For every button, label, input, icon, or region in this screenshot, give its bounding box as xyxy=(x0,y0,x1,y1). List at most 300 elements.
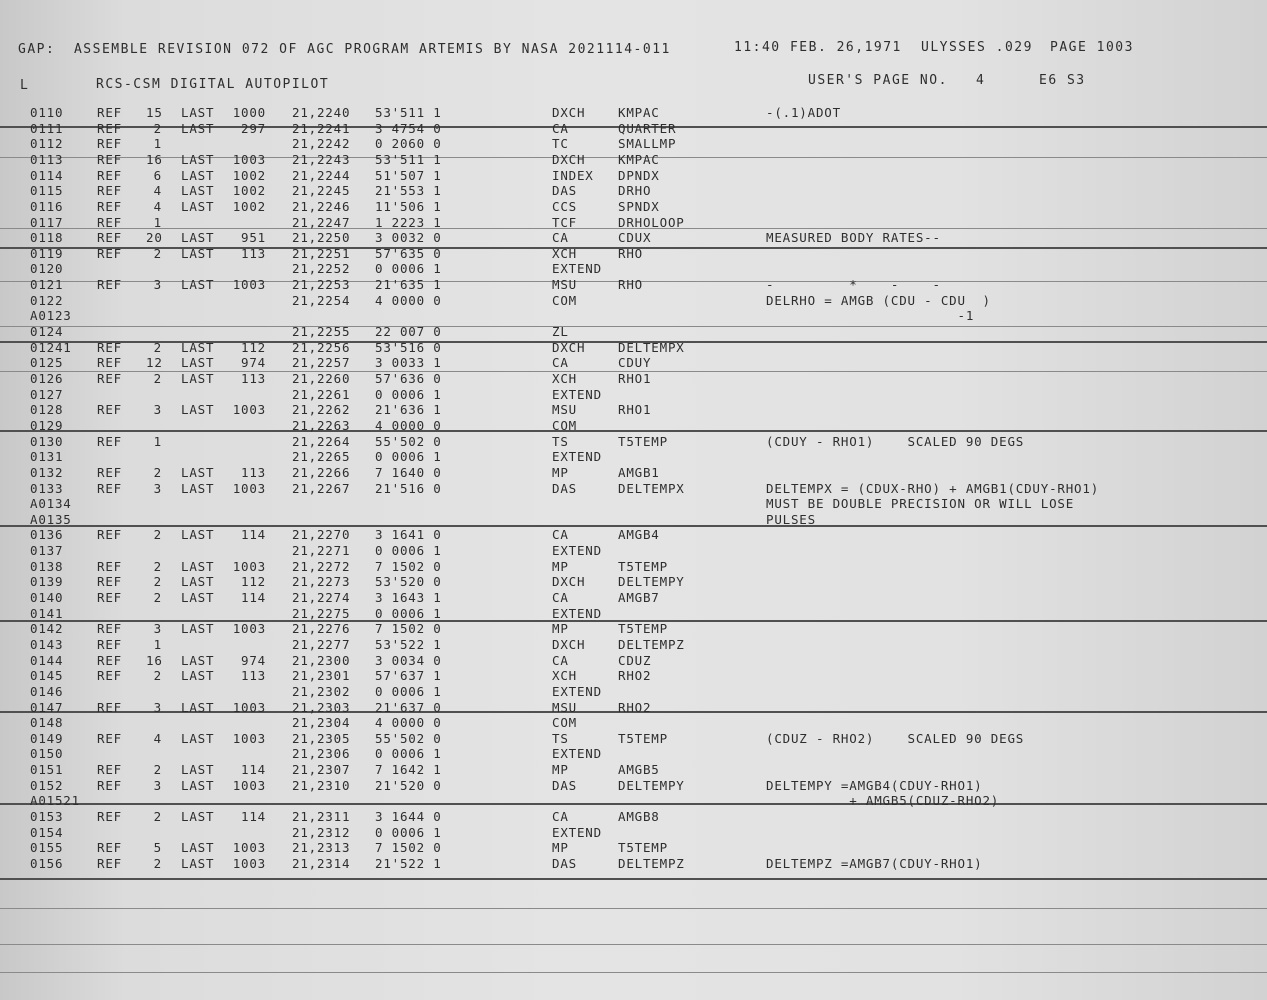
listing-row xyxy=(0,793,1267,809)
listing-row xyxy=(0,230,1267,246)
listing-row xyxy=(0,731,1267,747)
ref-count: 2 xyxy=(153,246,162,261)
ref-label: REF xyxy=(97,481,122,496)
octal-word: 0 0006 1 xyxy=(375,261,442,276)
octal-word: 53'516 0 xyxy=(375,340,442,355)
listing-row xyxy=(0,418,1267,434)
line-number: 0111 xyxy=(30,121,64,136)
octal-word: 21'522 1 xyxy=(375,856,442,871)
listing-row xyxy=(0,700,1267,716)
ref-label: REF xyxy=(97,121,122,136)
opcode: XCH xyxy=(552,246,577,261)
last-label: LAST xyxy=(181,762,215,777)
last-label: LAST xyxy=(181,559,215,574)
address: 21,2274 xyxy=(292,590,351,605)
octal-word: 0 0006 1 xyxy=(375,825,442,840)
line-number: A01521 xyxy=(30,793,80,808)
operand: AMGB1 xyxy=(618,465,660,480)
line-number: 0139 xyxy=(30,574,64,589)
listing-row xyxy=(0,121,1267,137)
opcode: DXCH xyxy=(552,152,586,167)
ref-label: REF xyxy=(97,152,122,167)
address: 21,2307 xyxy=(292,762,351,777)
last-page: 1003 xyxy=(232,559,266,574)
ref-count: 1 xyxy=(153,637,162,652)
address: 21,2256 xyxy=(292,340,351,355)
address: 21,2310 xyxy=(292,778,351,793)
octal-word: 0 0006 1 xyxy=(375,387,442,402)
operand: RHO xyxy=(618,277,643,292)
ref-count: 12 xyxy=(146,355,163,370)
operand: T5TEMP xyxy=(618,621,668,636)
line-number: 0148 xyxy=(30,715,64,730)
operand: CDUY xyxy=(618,355,652,370)
octal-word: 7 1640 0 xyxy=(375,465,442,480)
line-number: 0147 xyxy=(30,700,64,715)
ruled-line xyxy=(0,878,1267,880)
address: 21,2303 xyxy=(292,700,351,715)
operand: SMALLMP xyxy=(618,136,677,151)
last-page: 1002 xyxy=(232,183,266,198)
octal-word: 55'502 0 xyxy=(375,434,442,449)
opcode: MP xyxy=(552,762,569,777)
operand: KMPAC xyxy=(618,105,660,120)
address: 21,2312 xyxy=(292,825,351,840)
operand: RHO2 xyxy=(618,700,652,715)
listing-row xyxy=(0,668,1267,684)
listing-row xyxy=(0,105,1267,121)
line-number: 0132 xyxy=(30,465,64,480)
opcode: CA xyxy=(552,355,569,370)
line-number: 01241 xyxy=(30,340,72,355)
octal-word: 1 2223 1 xyxy=(375,215,442,230)
ref-count: 3 xyxy=(153,621,162,636)
address: 21,2271 xyxy=(292,543,351,558)
operand: T5TEMP xyxy=(618,731,668,746)
last-page: 112 xyxy=(241,340,266,355)
octal-word: 3 4754 0 xyxy=(375,121,442,136)
line-number: 0133 xyxy=(30,481,64,496)
ref-label: REF xyxy=(97,840,122,855)
opcode: MP xyxy=(552,465,569,480)
operand: DELTEMPX xyxy=(618,340,685,355)
ref-label: REF xyxy=(97,168,122,183)
operand: AMGB5 xyxy=(618,762,660,777)
left-mark: L xyxy=(20,78,30,93)
address: 21,2265 xyxy=(292,449,351,464)
operand: DRHO xyxy=(618,183,652,198)
address: 21,2260 xyxy=(292,371,351,386)
operand: DELTEMPZ xyxy=(618,637,685,652)
assembly-datetime: 11:40 FEB. 26,1971 xyxy=(734,40,902,55)
line-number: 0127 xyxy=(30,387,64,402)
address: 21,2305 xyxy=(292,731,351,746)
listing-row xyxy=(0,371,1267,387)
last-label: LAST xyxy=(181,527,215,542)
listing-row xyxy=(0,215,1267,231)
opcode: COM xyxy=(552,293,577,308)
line-number: 0122 xyxy=(30,293,64,308)
operand: T5TEMP xyxy=(618,559,668,574)
last-label: LAST xyxy=(181,121,215,136)
line-number: A0123 xyxy=(30,308,72,323)
last-label: LAST xyxy=(181,481,215,496)
operand: T5TEMP xyxy=(618,840,668,855)
ref-label: REF xyxy=(97,371,122,386)
ref-label: REF xyxy=(97,700,122,715)
last-page: 113 xyxy=(241,668,266,683)
listing-row xyxy=(0,856,1267,872)
listing-row xyxy=(0,512,1267,528)
listing-row xyxy=(0,574,1267,590)
line-number: 0121 xyxy=(30,277,64,292)
line-number: 0110 xyxy=(30,105,64,120)
address: 21,2300 xyxy=(292,653,351,668)
opcode: MSU xyxy=(552,277,577,292)
listing-row xyxy=(0,637,1267,653)
ref-count: 3 xyxy=(153,700,162,715)
opcode: XCH xyxy=(552,371,577,386)
last-label: LAST xyxy=(181,105,215,120)
line-number: 0115 xyxy=(30,183,64,198)
listing-row xyxy=(0,152,1267,168)
operand: RHO1 xyxy=(618,402,652,417)
opcode: EXTEND xyxy=(552,606,602,621)
opcode: DAS xyxy=(552,183,577,198)
octal-word: 0 0006 1 xyxy=(375,684,442,699)
line-number: 0143 xyxy=(30,637,64,652)
comment: DELTEMPY =AMGB4(CDUY-RHO1) xyxy=(766,778,983,793)
comment: -1 xyxy=(766,308,975,323)
opcode: EXTEND xyxy=(552,684,602,699)
operand: AMGB8 xyxy=(618,809,660,824)
comment: MEASURED BODY RATES-- xyxy=(766,230,941,245)
listing-row xyxy=(0,653,1267,669)
line-number: 0152 xyxy=(30,778,64,793)
opcode: EXTEND xyxy=(552,261,602,276)
octal-word: 55'502 0 xyxy=(375,731,442,746)
address: 21,2311 xyxy=(292,809,351,824)
ref-count: 3 xyxy=(153,778,162,793)
listing-row xyxy=(0,402,1267,418)
operand: KMPAC xyxy=(618,152,660,167)
octal-word: 53'511 1 xyxy=(375,152,442,167)
octal-word: 21'637 0 xyxy=(375,700,442,715)
listing-row xyxy=(0,324,1267,340)
last-page: 974 xyxy=(241,653,266,668)
last-label: LAST xyxy=(181,355,215,370)
listing-row xyxy=(0,809,1267,825)
last-label: LAST xyxy=(181,340,215,355)
ref-count: 2 xyxy=(153,590,162,605)
last-label: LAST xyxy=(181,668,215,683)
ref-count: 20 xyxy=(146,230,163,245)
listing-row xyxy=(0,746,1267,762)
line-number: 0112 xyxy=(30,136,64,151)
last-page: 1003 xyxy=(232,840,266,855)
line-number: 0154 xyxy=(30,825,64,840)
last-page: 113 xyxy=(241,246,266,261)
octal-word: 21'636 1 xyxy=(375,402,442,417)
ref-count: 2 xyxy=(153,574,162,589)
octal-word: 11'506 1 xyxy=(375,199,442,214)
listing-row xyxy=(0,590,1267,606)
opcode: CA xyxy=(552,653,569,668)
octal-word: 4 0000 0 xyxy=(375,293,442,308)
listing-row xyxy=(0,199,1267,215)
ref-label: REF xyxy=(97,809,122,824)
line-number: 0150 xyxy=(30,746,64,761)
ref-label: REF xyxy=(97,434,122,449)
opcode: DXCH xyxy=(552,574,586,589)
listing-row xyxy=(0,434,1267,450)
address: 21,2273 xyxy=(292,574,351,589)
ref-label: REF xyxy=(97,340,122,355)
octal-word: 4 0000 0 xyxy=(375,715,442,730)
address: 21,2241 xyxy=(292,121,351,136)
last-label: LAST xyxy=(181,465,215,480)
ref-count: 1 xyxy=(153,215,162,230)
ruled-line xyxy=(0,944,1267,945)
ref-label: REF xyxy=(97,402,122,417)
comment: - * - - xyxy=(766,277,941,292)
ref-label: REF xyxy=(97,527,122,542)
listing-row xyxy=(0,168,1267,184)
address: 21,2253 xyxy=(292,277,351,292)
address: 21,2306 xyxy=(292,746,351,761)
octal-word: 21'516 0 xyxy=(375,481,442,496)
ref-label: REF xyxy=(97,136,122,151)
last-label: LAST xyxy=(181,856,215,871)
last-page: 114 xyxy=(241,590,266,605)
line-number: 0119 xyxy=(30,246,64,261)
operand: RHO xyxy=(618,246,643,261)
opcode: EXTEND xyxy=(552,825,602,840)
address: 21,2301 xyxy=(292,668,351,683)
octal-word: 3 0032 0 xyxy=(375,230,442,245)
octal-word: 3 1641 0 xyxy=(375,527,442,542)
octal-word: 21'635 1 xyxy=(375,277,442,292)
line-number: 0116 xyxy=(30,199,64,214)
ref-count: 2 xyxy=(153,465,162,480)
line-number: 0142 xyxy=(30,621,64,636)
ref-count: 4 xyxy=(153,731,162,746)
line-number: 0138 xyxy=(30,559,64,574)
line-number: 0136 xyxy=(30,527,64,542)
last-page: 297 xyxy=(241,121,266,136)
octal-word: 51'507 1 xyxy=(375,168,442,183)
line-number: 0130 xyxy=(30,434,64,449)
line-number: 0151 xyxy=(30,762,64,777)
listing-row xyxy=(0,481,1267,497)
ref-count: 4 xyxy=(153,183,162,198)
ref-count: 16 xyxy=(146,152,163,167)
user-page-number: 4 xyxy=(976,73,986,88)
octal-word: 21'553 1 xyxy=(375,183,442,198)
comment: PULSES xyxy=(766,512,816,527)
address: 21,2313 xyxy=(292,840,351,855)
opcode: EXTEND xyxy=(552,543,602,558)
operand: DPNDX xyxy=(618,168,660,183)
ref-count: 4 xyxy=(153,199,162,214)
address: 21,2270 xyxy=(292,527,351,542)
opcode: CA xyxy=(552,809,569,824)
opcode: MSU xyxy=(552,700,577,715)
last-page: 114 xyxy=(241,762,266,777)
listing-row xyxy=(0,387,1267,403)
opcode: TCF xyxy=(552,215,577,230)
ref-label: REF xyxy=(97,637,122,652)
listing-row xyxy=(0,465,1267,481)
operand: DELTEMPY xyxy=(618,574,685,589)
address: 21,2264 xyxy=(292,434,351,449)
line-number: A0134 xyxy=(30,496,72,511)
address: 21,2261 xyxy=(292,387,351,402)
opcode: MP xyxy=(552,840,569,855)
assembly-title: GAP: ASSEMBLE REVISION 072 OF AGC PROGRAM ARTEMIS BY NASA 2021114-011 xyxy=(18,42,671,57)
line-number: 0153 xyxy=(30,809,64,824)
ref-count: 2 xyxy=(153,340,162,355)
octal-word: 21'520 0 xyxy=(375,778,442,793)
last-page: 1003 xyxy=(232,621,266,636)
opcode: COM xyxy=(552,418,577,433)
opcode: CA xyxy=(552,230,569,245)
line-number: 0114 xyxy=(30,168,64,183)
operand: DELTEMPX xyxy=(618,481,685,496)
last-page: 114 xyxy=(241,527,266,542)
line-number: 0129 xyxy=(30,418,64,433)
opcode: DAS xyxy=(552,778,577,793)
listing-row xyxy=(0,527,1267,543)
comment: DELTEMPZ =AMGB7(CDUY-RHO1) xyxy=(766,856,983,871)
octal-word: 7 1642 1 xyxy=(375,762,442,777)
operand: CDUX xyxy=(618,230,652,245)
ref-count: 2 xyxy=(153,559,162,574)
ref-count: 2 xyxy=(153,527,162,542)
last-label: LAST xyxy=(181,277,215,292)
ref-label: REF xyxy=(97,559,122,574)
address: 21,2252 xyxy=(292,261,351,276)
octal-word: 0 2060 0 xyxy=(375,136,442,151)
last-label: LAST xyxy=(181,700,215,715)
ref-label: REF xyxy=(97,277,122,292)
listing-row xyxy=(0,621,1267,637)
comment: (CDUZ - RHO2) SCALED 90 DEGS xyxy=(766,731,1025,746)
opcode: TS xyxy=(552,434,569,449)
ref-label: REF xyxy=(97,653,122,668)
address: 21,2251 xyxy=(292,246,351,261)
last-label: LAST xyxy=(181,653,215,668)
opcode: INDEX xyxy=(552,168,594,183)
line-number: 0126 xyxy=(30,371,64,386)
address: 21,2272 xyxy=(292,559,351,574)
listing-row xyxy=(0,340,1267,356)
address: 21,2245 xyxy=(292,183,351,198)
last-label: LAST xyxy=(181,590,215,605)
last-page: 1003 xyxy=(232,778,266,793)
line-number: 0155 xyxy=(30,840,64,855)
line-number: 0146 xyxy=(30,684,64,699)
line-number: 0117 xyxy=(30,215,64,230)
line-number: 0145 xyxy=(30,668,64,683)
octal-word: 7 1502 0 xyxy=(375,621,442,636)
last-label: LAST xyxy=(181,809,215,824)
line-number: 0120 xyxy=(30,261,64,276)
ref-count: 2 xyxy=(153,856,162,871)
assembly-ident: ULYSSES .029 xyxy=(921,40,1033,55)
ruled-line xyxy=(0,972,1267,973)
opcode: MP xyxy=(552,621,569,636)
ruled-line xyxy=(0,908,1267,909)
last-page: 113 xyxy=(241,371,266,386)
last-label: LAST xyxy=(181,246,215,261)
last-label: LAST xyxy=(181,778,215,793)
last-label: LAST xyxy=(181,840,215,855)
last-page: 114 xyxy=(241,809,266,824)
listing-row xyxy=(0,277,1267,293)
listing-row xyxy=(0,606,1267,622)
octal-word: 57'636 0 xyxy=(375,371,442,386)
address: 21,2250 xyxy=(292,230,351,245)
listing-row xyxy=(0,449,1267,465)
operand: AMGB4 xyxy=(618,527,660,542)
octal-word: 7 1502 0 xyxy=(375,840,442,855)
line-number: 0144 xyxy=(30,653,64,668)
section-title: RCS-CSM DIGITAL AUTOPILOT xyxy=(96,77,330,92)
opcode: COM xyxy=(552,715,577,730)
section-code: E6 S3 xyxy=(1039,73,1086,88)
octal-word: 4 0000 0 xyxy=(375,418,442,433)
opcode: CA xyxy=(552,590,569,605)
ref-label: REF xyxy=(97,199,122,214)
octal-word: 53'511 1 xyxy=(375,105,442,120)
ref-count: 3 xyxy=(153,402,162,417)
opcode: MP xyxy=(552,559,569,574)
listing-row xyxy=(0,183,1267,199)
ref-label: REF xyxy=(97,762,122,777)
ref-label: REF xyxy=(97,590,122,605)
listing-row xyxy=(0,355,1267,371)
ref-count: 6 xyxy=(153,168,162,183)
last-label: LAST xyxy=(181,371,215,386)
ref-count: 2 xyxy=(153,762,162,777)
last-page: 974 xyxy=(241,355,266,370)
ref-label: REF xyxy=(97,778,122,793)
ref-label: REF xyxy=(97,574,122,589)
address: 21,2244 xyxy=(292,168,351,183)
opcode: CA xyxy=(552,527,569,542)
ref-label: REF xyxy=(97,230,122,245)
opcode: DAS xyxy=(552,856,577,871)
line-number: 0140 xyxy=(30,590,64,605)
last-page: 1003 xyxy=(232,481,266,496)
octal-word: 57'635 0 xyxy=(375,246,442,261)
ref-count: 16 xyxy=(146,653,163,668)
ref-count: 2 xyxy=(153,668,162,683)
last-label: LAST xyxy=(181,152,215,167)
octal-word: 3 0033 1 xyxy=(375,355,442,370)
last-label: LAST xyxy=(181,183,215,198)
address: 21,2242 xyxy=(292,136,351,151)
address: 21,2247 xyxy=(292,215,351,230)
opcode: DAS xyxy=(552,481,577,496)
address: 21,2243 xyxy=(292,152,351,167)
comment: DELRHO = AMGB (CDU - CDU ) xyxy=(766,293,991,308)
address: 21,2266 xyxy=(292,465,351,480)
line-number: 0156 xyxy=(30,856,64,871)
line-number: 0124 xyxy=(30,324,64,339)
last-label: LAST xyxy=(181,199,215,214)
